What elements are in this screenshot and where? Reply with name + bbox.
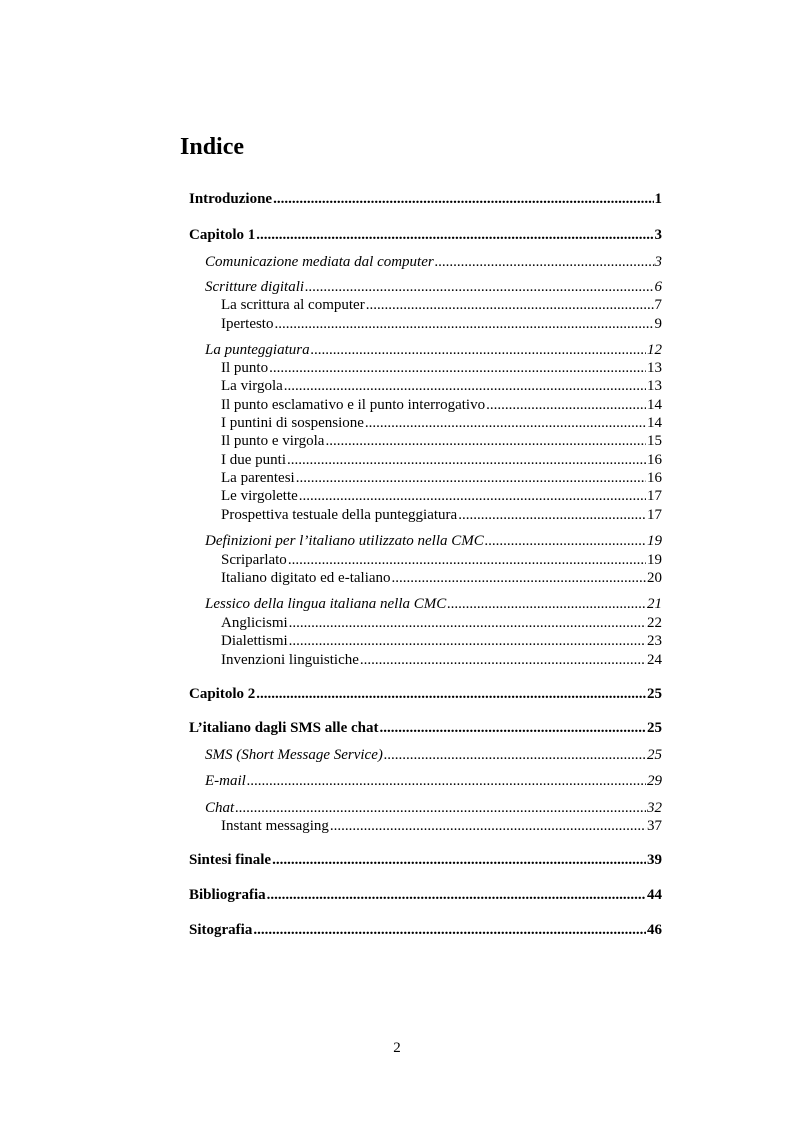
toc-entry-italiano-digitato[interactable] (221, 569, 662, 587)
toc-entry-page: 23 (647, 633, 662, 649)
toc-leader-dots (379, 719, 646, 737)
toc-entry-page: 46 (647, 922, 662, 938)
toc-entry-label: Il punto (221, 360, 269, 376)
toc-entry-capitolo-2[interactable] (189, 685, 662, 703)
toc-entry-page: 22 (647, 615, 662, 631)
toc-entry-page: 25 (647, 686, 662, 702)
toc-entry-bibliografia[interactable] (189, 886, 662, 904)
toc-leader-dots (311, 341, 646, 359)
toc-leader-dots (287, 451, 646, 469)
toc-leader-dots (267, 886, 646, 904)
toc-leader-dots (289, 632, 646, 650)
toc-entry-puntini-sospensione[interactable] (221, 414, 662, 432)
toc-leader-dots (366, 296, 654, 314)
toc-entry-lessico[interactable] (205, 595, 662, 613)
toc-leader-dots (288, 551, 646, 569)
toc-entry-parentesi[interactable] (221, 469, 662, 487)
toc-entry-label: SMS (Short Message Service) (205, 747, 383, 763)
toc-entry-label: Chat (205, 800, 235, 816)
toc-leader-dots (447, 595, 646, 613)
toc-entry-scritture-digitali[interactable] (205, 278, 662, 296)
toc-entry-label: Ipertesto (221, 316, 274, 332)
toc-entry-label: Dialettismi (221, 633, 288, 649)
toc-leader-dots (256, 685, 646, 703)
toc-entry-label: La parentesi (221, 470, 295, 486)
toc-entry-label: L’italiano dagli SMS alle chat (189, 720, 379, 736)
toc-entry-scriparlato[interactable] (221, 551, 662, 569)
toc-entry-page: 15 (647, 433, 662, 449)
toc-entry-label: Comunicazione mediata dal computer (205, 254, 434, 270)
toc-entry-label: Lessico della lingua italiana nella CMC (205, 596, 447, 612)
toc-entry-page: 14 (647, 397, 662, 413)
toc-leader-dots (360, 651, 646, 669)
toc-entry-sms[interactable] (205, 746, 662, 764)
toc-leader-dots (256, 226, 653, 244)
toc-entry-page: 3 (654, 254, 662, 270)
toc-leader-dots (235, 799, 646, 817)
toc-entry-definizioni[interactable] (205, 532, 662, 550)
toc-entry-label: Prospettiva testuale della punteggiatura (221, 507, 458, 523)
toc-entry-page: 12 (647, 342, 662, 358)
toc-leader-dots (325, 432, 646, 450)
toc-entry-chat[interactable] (205, 799, 662, 817)
toc-entry-label: Il punto esclamativo e il punto interrogativo (221, 397, 486, 413)
toc-entry-page: 19 (647, 533, 662, 549)
toc-entry-page: 37 (647, 818, 662, 834)
toc-entry-page: 29 (647, 773, 662, 789)
toc-entry-email[interactable] (205, 772, 662, 790)
toc-entry-page: 14 (647, 415, 662, 431)
toc-entry-label: Capitolo 1 (189, 227, 256, 243)
toc-entry-capitolo-1[interactable] (189, 226, 662, 244)
toc-entry-anglicismi[interactable] (221, 614, 662, 632)
toc-entry-page: 19 (647, 552, 662, 568)
toc-entry-page: 1 (654, 191, 662, 207)
toc-entry-label: Scriparlato (221, 552, 287, 568)
toc-entry-il-punto[interactable] (221, 359, 662, 377)
toc-entry-label: Le virgolette (221, 488, 298, 504)
toc-entry-la-virgola[interactable] (221, 377, 662, 395)
toc-entry-punteggiatura[interactable] (205, 341, 662, 359)
toc-entry-label: Bibliografia (189, 887, 266, 903)
toc-entry-label: Instant messaging (221, 818, 329, 834)
toc-leader-dots (392, 569, 646, 587)
toc-leader-dots (365, 414, 646, 432)
toc-entry-page: 7 (654, 297, 662, 313)
toc-entry-page: 6 (654, 279, 662, 295)
toc-entry-label: Invenzioni linguistiche (221, 652, 359, 668)
toc-entry-prospettiva-testuale[interactable] (221, 506, 662, 524)
toc-entry-label: Introduzione (189, 191, 273, 207)
toc-leader-dots (330, 817, 646, 835)
toc-entry-dialettismi[interactable] (221, 632, 662, 650)
toc-entry-label: Il punto e virgola (221, 433, 325, 449)
toc-leader-dots (284, 377, 646, 395)
toc-entry-label: La virgola (221, 378, 283, 394)
toc-entry-punto-esclamativo[interactable] (221, 396, 662, 414)
toc-entry-scrittura-computer[interactable] (221, 296, 662, 314)
toc-entry-label: La punteggiatura (205, 342, 310, 358)
toc-entry-label: Capitolo 2 (189, 686, 256, 702)
page-title: Indice (180, 134, 245, 160)
toc-entry-due-punti[interactable] (221, 451, 662, 469)
toc-entry-label: Sintesi finale (189, 852, 272, 868)
toc-leader-dots (486, 396, 646, 414)
toc-entry-page: 17 (647, 507, 662, 523)
toc-entry-comunicazione-mediata[interactable] (205, 253, 662, 271)
toc-entry-label: La scrittura al computer (221, 297, 365, 313)
toc-entry-page: 25 (647, 747, 662, 763)
footer-page-number: 2 (393, 1040, 401, 1056)
toc-leader-dots (485, 532, 646, 550)
toc-entry-page: 16 (647, 470, 662, 486)
toc-entry-introduzione[interactable] (189, 190, 662, 208)
toc-entry-page: 16 (647, 452, 662, 468)
toc-entry-page: 24 (647, 652, 662, 668)
toc-entry-sintesi-finale[interactable] (189, 851, 662, 869)
toc-leader-dots (253, 921, 646, 939)
toc-entry-page: 9 (654, 316, 662, 332)
toc-entry-label: Anglicismi (221, 615, 288, 631)
toc-entry-label: Scritture digitali (205, 279, 305, 295)
toc-leader-dots (384, 746, 646, 764)
toc-leader-dots (458, 506, 646, 524)
toc-entry-page: 17 (647, 488, 662, 504)
toc-entry-label: Sitografia (189, 922, 253, 938)
toc-entry-ipertesto[interactable] (221, 315, 662, 333)
toc-entry-italiano-sms-chat[interactable] (189, 719, 662, 737)
toc-entry-instant-messaging[interactable] (221, 817, 662, 835)
toc-entry-label: Italiano digitato ed e-taliano (221, 570, 391, 586)
toc-leader-dots (247, 772, 646, 790)
toc-entry-label: E-mail (205, 773, 246, 789)
toc-entry-page: 3 (654, 227, 662, 243)
toc-entry-page: 13 (647, 378, 662, 394)
toc-leader-dots (289, 614, 646, 632)
toc-entry-virgolette[interactable] (221, 487, 662, 505)
toc-entry-page: 25 (647, 720, 662, 736)
toc-leader-dots (273, 190, 653, 208)
toc-leader-dots (299, 487, 646, 505)
toc-entry-sitografia[interactable] (189, 921, 662, 939)
toc-entry-punto-e-virgola[interactable] (221, 432, 662, 450)
toc-entry-page: 44 (647, 887, 662, 903)
toc-entry-invenzioni-linguistiche[interactable] (221, 651, 662, 669)
toc-entry-page: 39 (647, 852, 662, 868)
toc-leader-dots (296, 469, 646, 487)
toc-entry-page: 32 (647, 800, 662, 816)
toc-entry-label: Definizioni per l’italiano utilizzato nella CMC (205, 533, 484, 549)
toc-entry-label: I due punti (221, 452, 286, 468)
toc-entry-page: 13 (647, 360, 662, 376)
toc-entry-page: 20 (647, 570, 662, 586)
toc-leader-dots (274, 315, 653, 333)
toc-leader-dots (435, 253, 654, 271)
toc-leader-dots (305, 278, 653, 296)
toc-leader-dots (269, 359, 646, 377)
toc-entry-label: I puntini di sospensione (221, 415, 364, 431)
toc-leader-dots (272, 851, 646, 869)
toc-entry-page: 21 (647, 596, 662, 612)
